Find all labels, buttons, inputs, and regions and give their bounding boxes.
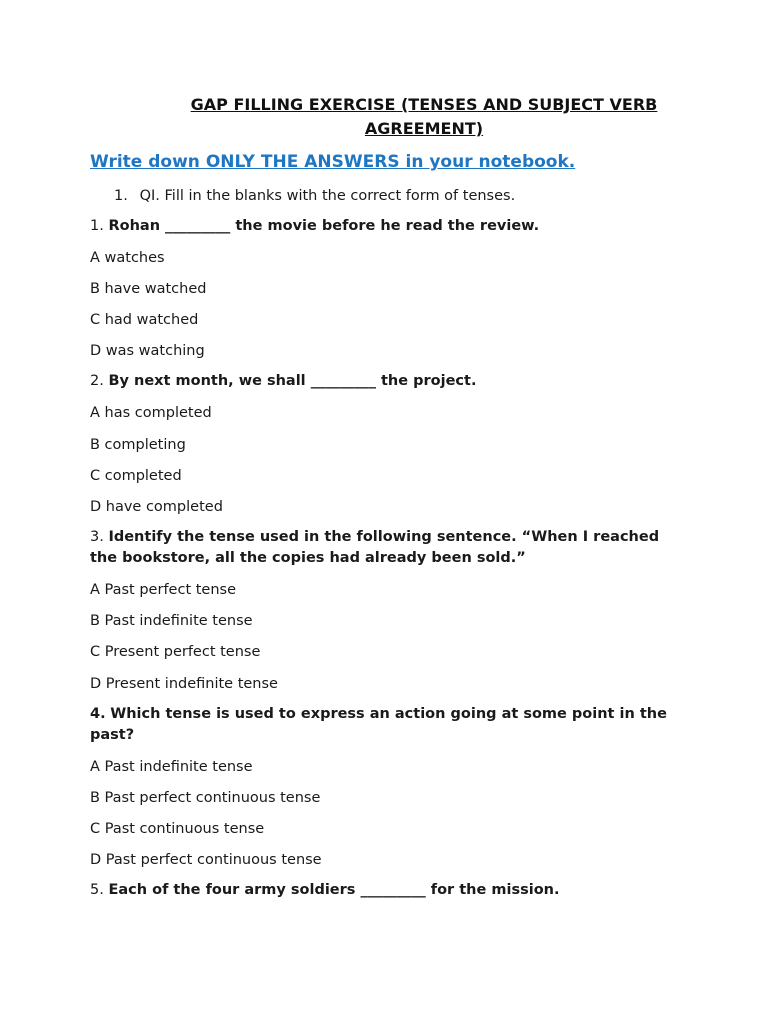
option-1d: D was watching (90, 343, 205, 359)
question-2 (90, 371, 680, 392)
option-4c: C Past continuous tense (90, 821, 265, 837)
option-1a: A watches (90, 250, 165, 266)
option-4a: A Past indefinite tense (90, 759, 253, 775)
question-4 (90, 704, 680, 746)
question-number: 3. (90, 529, 104, 545)
question-text: Identify the tense used in the following sentence. “When I reached the bookstore, all the copies had already been sold.” (90, 529, 660, 566)
title-line-2: AGREEMENT) (364, 119, 484, 138)
question-number: 5. (90, 882, 104, 898)
question-text: By next month, we shall _________ the project. (108, 373, 477, 389)
option-3a: A Past perfect tense (90, 582, 237, 598)
instruction-text: Write down ONLY THE ANSWERS in your notebook. (90, 152, 576, 172)
question-1 (90, 216, 680, 237)
question-5 (90, 880, 680, 901)
option-4b: B Past perfect continuous tense (90, 790, 321, 806)
option-3d: D Present indefinite tense (90, 676, 278, 692)
title-line-1: GAP FILLING EXERCISE (TENSES AND SUBJECT VERB (190, 95, 658, 114)
option-2a: A has completed (90, 405, 212, 421)
question-text: Rohan _________ the movie before he read the review. (108, 218, 540, 234)
question-number: 4. (90, 706, 106, 722)
section-text: QI. Fill in the blanks with the correct form of tenses. (139, 188, 516, 204)
question-number: 1. (90, 218, 104, 234)
question-text: Which tense is used to express an action going at some point in the past? (90, 706, 667, 743)
section-number: 1. (114, 188, 128, 204)
option-1c: C had watched (90, 312, 199, 328)
option-2d: D have completed (90, 499, 223, 515)
option-2c: C completed (90, 468, 182, 484)
section-heading (114, 186, 515, 206)
option-3c: C Present perfect tense (90, 644, 261, 660)
option-4d: D Past perfect continuous tense (90, 852, 322, 868)
question-number: 2. (90, 373, 104, 389)
option-1b: B have watched (90, 281, 207, 297)
question-3 (90, 527, 680, 569)
option-3b: B Past indefinite tense (90, 613, 253, 629)
page-title (90, 93, 758, 141)
option-2b: B completing (90, 437, 186, 453)
question-text: Each of the four army soldiers _________ for the mission. (108, 882, 560, 898)
